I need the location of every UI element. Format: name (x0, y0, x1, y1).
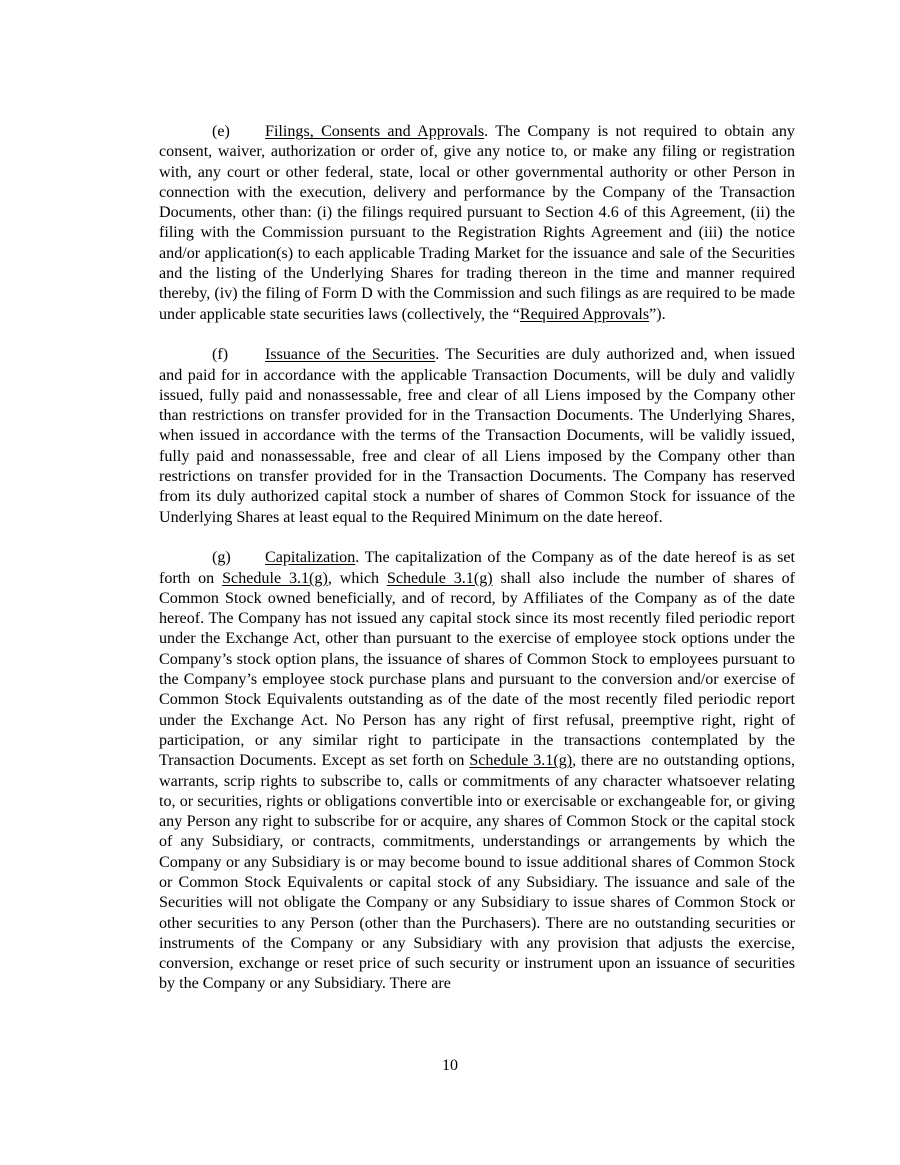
document-body (159, 122, 795, 995)
defined-term-required-approvals: Required Approvals (519, 305, 650, 323)
paragraph-g-text-2: , which (327, 569, 387, 587)
paragraph-e-heading: Filings, Consents and Approvals (265, 123, 485, 140)
schedule-reference: Schedule 3.1(g) (222, 569, 328, 587)
paragraph-e (159, 122, 795, 325)
paragraph-g (159, 548, 795, 995)
paragraph-f-text: . The Securities are duly authorized and, when issued and paid for in accordance with the applicable Transaction Documents, will be duly and validly issued, fully paid and nonassessable, free and clear of all Liens imposed by the Company other than restrictions on transfer provided for in the Transaction Documents. The Underlying Shares, when issued in accordance with the terms of the Transaction Documents, will be validly issued, fully paid and nonassessable, free and clear of all Liens imposed by the Company other than restrictions on transfer provided for in the Transaction Documents. The Company has reserved from its duly authorized capital stock a number of shares of Common Stock for issuance of the Underlying Shares at least equal to the Required Minimum on the date hereof. (159, 346, 795, 526)
schedule-reference: Schedule 3.1(g) (469, 752, 573, 770)
paragraph-g-text-1: . The capitalization of the Company as of the date hereof is as set forth on (159, 549, 795, 587)
paragraph-g-text-3: shall also include the number of shares of Common Stock owned beneficially, and of record, by Affiliates of the Company as of the date hereof. The Company has not issued any capital stock since its most recently filed periodic report under the Exchange Act, other than pursuant to the exercise of employee stock options under the Company’s stock option plans, the issuance of shares of Common Stock to employees pursuant to the Company’s employee stock purchase plans and pursuant to the conversion and/or exercise of Common Stock Equivalents outstanding as of the date of the most recently filed periodic report under the Exchange Act. No Person has any right of first refusal, preemptive right, right of participation, or any similar right to participate in the transactions contemplated by the Transaction Documents. Except as set forth on (159, 569, 795, 770)
schedule-reference: Schedule 3.1(g) (386, 569, 493, 587)
paragraph-e-text-1: . The Company is not required to obtain any consent, waiver, authorization or order of, give any notice to, or make any filing or registration with, any court or other federal, state, local or other governmental authority or other Person in connection with the execution, delivery and performance by the Company of the Transaction Documents, other than: (i) the filings required pursuant to Section 4.6 of this Agreement, (ii) the filing with the Commission pursuant to the Registration Rights Agreement and (iii) the notice and/or application(s) to each applicable Trading Market for the issuance and sale of the Securities and the listing of the Underlying Shares for trading thereon in the time and manner required thereby, (iv) the filing of Form D with the Commission and such filings as are required to be made under applicable state securities laws (collectively, the “ (159, 123, 795, 323)
paragraph-g-text-4: , there are no outstanding options, warrants, scrip rights to subscribe to, calls or commitments of any character whatsoever relating to, or securities, rights or obligations convertible into or exercisable or exchangeable for, or giving any Person any right to subscribe for or acquire, any shares of Common Stock or the capital stock of any Subsidiary, or contracts, commitments, understandings or arrangements by which the Company or any Subsidiary is or may become bound to issue additional shares of Common Stock or Common Stock Equivalents or capital stock of any Subsidiary. The issuance and sale of the Securities will not obligate the Company or any Subsidiary to issue shares of Common Stock or other securities to any Person (other than the Purchasers). There are no outstanding securities or instruments of the Company or any Subsidiary with any provision that adjusts the exercise, conversion, exchange or reset price of such security or instrument upon an issuance of securities by the Company or any Subsidiary. There are (159, 752, 796, 993)
paragraph-g-heading: Capitalization (265, 549, 356, 567)
page-number: 10 (441, 1057, 459, 1074)
paragraph-e-number: (e) (212, 123, 230, 140)
paragraph-e-text-2: ”). (649, 305, 666, 323)
paragraph-f-number: (f) (212, 346, 229, 364)
paragraph-g-number: (g) (212, 549, 231, 567)
paragraph-f-heading: Issuance of the Securities (265, 346, 436, 364)
paragraph-f (159, 345, 795, 528)
